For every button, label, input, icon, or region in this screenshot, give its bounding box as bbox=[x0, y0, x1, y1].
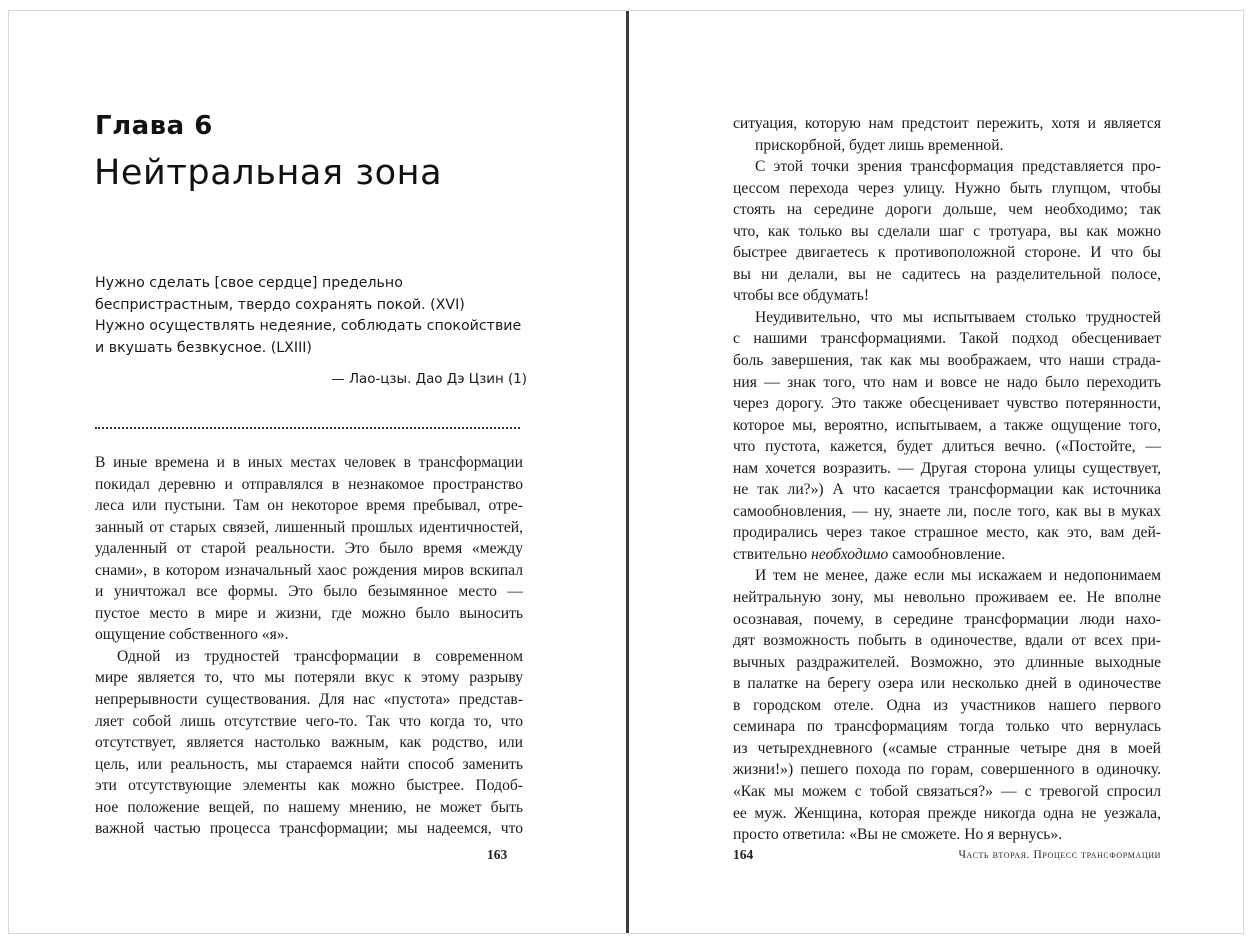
text-line: занный от старых связей, лишенный прошлых идентичностей, bbox=[95, 518, 523, 536]
text-line: непрерывности существования. Для нас «пустота» представ- bbox=[95, 691, 523, 709]
left-page bbox=[9, 11, 625, 933]
dotted-divider bbox=[95, 427, 520, 429]
text-line: прискорбной, будет лишь временной. bbox=[755, 136, 1004, 154]
text-line: жизни!») пешего похода по горам, совершенного в одиночку. bbox=[733, 761, 1161, 779]
text-line: продирались через такое страшное место, как это, вам дей- bbox=[733, 524, 1161, 542]
text-segment: самообновление. bbox=[892, 545, 1006, 563]
text-line: через дорогу. Это также обесценивает чувство потерянности, bbox=[733, 395, 1161, 413]
text-line: дят возможность побыть в одиночестве, вдали от всех при- bbox=[733, 632, 1161, 650]
text-line: В иные времена и в иных местах человек в трансформации bbox=[95, 454, 523, 471]
text-line: отсутствует, является настолько важным, как родство, или bbox=[95, 734, 523, 752]
epigraph-line: Нужно осуществлять недеяние, соблюдать спокойствие bbox=[95, 318, 522, 335]
text-line: ляет собой лишь отсутствие чего-то. Так что когда то, что bbox=[95, 712, 523, 730]
text-line: просто ответила: «Вы не сможете. Но я вернусь». bbox=[733, 826, 1063, 844]
text-line: из четырехдневного («самые странные четыре дня в моей bbox=[733, 739, 1161, 757]
epigraph-line: беспристрастным, твердо сохранять покой. (XVI) bbox=[95, 296, 465, 313]
page-number-left: 163 bbox=[487, 847, 508, 862]
chapter-label: Глава 6 bbox=[95, 111, 213, 141]
text-line: с нашими трансформациями. Такой подход обесценивает bbox=[733, 330, 1161, 348]
text-line: цессом перехода через улицу. Нужно быть глупцом, чтобы bbox=[733, 179, 1161, 197]
text-line: чтобы все обдумать! bbox=[733, 287, 870, 305]
text-line: что, как только вы сделали шаг с тротуара, вы как можно bbox=[733, 222, 1161, 240]
italic-emphasis: необходимо bbox=[811, 545, 889, 563]
text-line: ное положение вещей, по нашему мнению, не может быть bbox=[95, 798, 523, 816]
text-line: удаленный от старой реальности. Это было время «между bbox=[95, 540, 523, 558]
text-line: ния — знак того, что нам и вовсе не надо было переходить bbox=[733, 373, 1161, 391]
text-line: в городском отеле. Одна из участников нашего первого bbox=[733, 696, 1161, 714]
text-line: Неудивительно, что мы испытываем столько трудностей bbox=[755, 308, 1161, 326]
text-line: «Как мы можем с тобой связаться?» — с тревогой спросил bbox=[733, 782, 1161, 800]
text-line: эти отсутствующие элементы как можно быстрее. Подоб- bbox=[95, 777, 523, 795]
text-line: мире является то, что мы потеряли вкус к этому разрыву bbox=[95, 669, 523, 687]
text-line: цель, или реальность, мы стараемся найти способ заменить bbox=[95, 755, 523, 773]
text-line-mixed bbox=[733, 544, 1161, 566]
text-line: нам хочется возразить. — Другая сторона улицы существует, bbox=[733, 459, 1161, 477]
text-line: осознавая, почему, в середине трансформации люди нахо- bbox=[733, 610, 1161, 628]
text-line: ситуация, которую нам предстоит пережить, хотя и является bbox=[733, 115, 1161, 132]
right-body-text bbox=[733, 113, 1161, 846]
text-line: не так ли?») А что касается трансформации как источника bbox=[733, 481, 1161, 499]
text-line: покидал деревню и отправлялся в незнакомое пространство bbox=[95, 475, 523, 493]
text-line: ощущение собственного «я». bbox=[95, 626, 289, 644]
text-line: семинара по трансформациям тогда только что вернулась bbox=[733, 718, 1161, 736]
text-line: в палатке на берегу озера или несколько дней в одиночестве bbox=[733, 675, 1161, 693]
text-line: Одной из трудностей трансформации в современном bbox=[117, 647, 523, 665]
text-line: важной частью процесса трансформации; мы надеемся, что bbox=[95, 820, 523, 838]
text-line: что пустота, кажется, будет длиться вечно. («Постойте, — bbox=[733, 438, 1161, 456]
epigraph-line: Нужно сделать [свое сердце] предельно bbox=[95, 275, 403, 291]
left-body-text bbox=[95, 452, 523, 840]
text-line: быстрее двигаетесь к противоположной стороне. И что бы bbox=[733, 244, 1161, 262]
page-number-right: 164 bbox=[733, 847, 754, 862]
text-line: С этой точки зрения трансформация представляется про- bbox=[755, 158, 1161, 176]
text-line: вычных раздражителей. Возможно, это длинные выходные bbox=[733, 653, 1161, 671]
running-head: Часть вторая. Процесс трансформации bbox=[958, 849, 1161, 861]
text-line: ее муж. Женщина, которая прежде никогда одна не уезжала, bbox=[733, 804, 1161, 822]
text-line: нейтральную зону, мы невольно проживаем ее. Не вполне bbox=[733, 589, 1161, 607]
right-page bbox=[629, 11, 1243, 933]
text-line: снами», в котором изначальный хаос рождения миров вскипал bbox=[95, 561, 523, 579]
text-segment: ствительно bbox=[733, 545, 808, 563]
epigraph bbox=[95, 273, 525, 359]
epigraph-line: и вкушать безвкусное. (LXIII) bbox=[95, 339, 312, 356]
chapter-title: Нейтральная зона bbox=[94, 153, 443, 193]
text-line: боль завершения, так как мы воображаем, что наши страда- bbox=[733, 352, 1161, 370]
epigraph-source: — Лао-цзы. Дао Дэ Цзин (1) bbox=[331, 372, 527, 387]
text-line: пустое место в мире и жизни, где можно было выносить bbox=[95, 604, 523, 622]
text-line: вы ни делали, вы не садитесь на разделительной полосе, bbox=[733, 265, 1161, 283]
book-spread bbox=[8, 10, 1244, 934]
text-line: И тем не менее, даже если мы искажаем и недопонимаем bbox=[755, 567, 1161, 585]
text-line: леса или пустыни. Там он некоторое время пребывал, отре- bbox=[95, 497, 523, 515]
text-line: стоять на середине дороги дольше, чем необходимо; так bbox=[733, 201, 1161, 219]
text-line: которое мы, вероятно, испытываем, а также ощущение того, bbox=[733, 416, 1161, 434]
text-line: и уничтожал все формы. Это было безымянное место — bbox=[95, 583, 523, 601]
text-line: самообновления, — ну, знаете ли, после того, как вы в муках bbox=[733, 502, 1161, 520]
